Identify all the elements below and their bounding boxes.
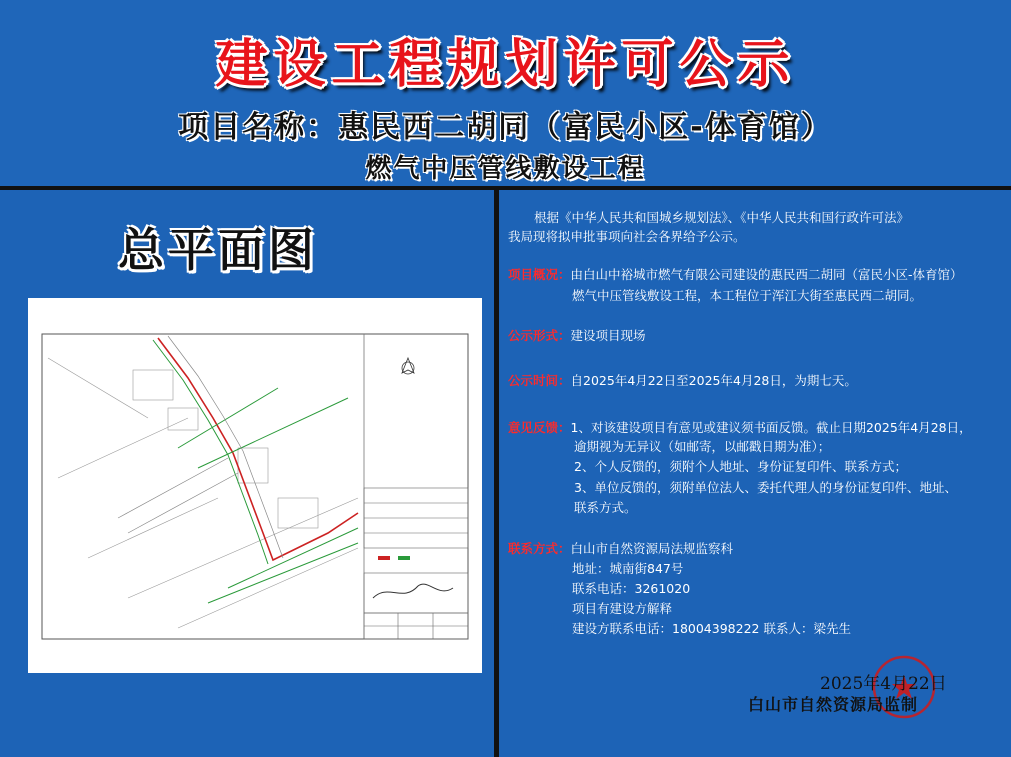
header-banner	[0, 0, 1011, 190]
feedback-label: 意见反馈：	[508, 420, 571, 435]
feedback-line4: 3、单位反馈的，须附单位法人、委托代理人的身份证复印件、地址、	[574, 480, 957, 495]
feedback-line5: 联系方式。	[574, 500, 637, 515]
intro-line1: 根据《中华人民共和国城乡规划法》、《中华人民共和国行政许可法》	[534, 210, 910, 225]
contact-line5: 建设方联系电话：18004398222 联系人：梁先生	[572, 621, 851, 636]
site-plan-drawing	[28, 298, 482, 673]
feedback-line2: 逾期视为无异议（如邮寄，以邮戳日期为准）；	[574, 439, 831, 454]
project-name-line2: 燃气中压管线敷设工程	[365, 154, 646, 184]
contact-line2: 地址：城南街847号	[572, 561, 684, 576]
intro-line2: 我局现将拟申批事项向社会各界给予公示。	[508, 229, 746, 244]
overview-line2: 燃气中压管线敷设工程，本工程位于浑江大街至惠民西二胡同。	[572, 288, 923, 303]
contact-row	[508, 539, 733, 558]
footer-org: 白山市自然资源局监制	[748, 695, 919, 714]
overview-line1: 由白山中裕城市燃气有限公司建设的惠民西二胡同（富民小区-体育馆）	[570, 267, 963, 282]
contact-line1: 白山市自然资源局法规监察科	[570, 541, 734, 556]
vertical-divider	[494, 190, 499, 757]
page-title: 建设工程规划许可公示	[215, 35, 796, 95]
contact-line4: 项目有建设方解释	[572, 601, 673, 616]
footer-date: 2025年4月22日	[820, 674, 947, 694]
contact-label: 联系方式：	[508, 541, 571, 556]
feedback-line1: 1、对该建设项目有意见或建议须书面反馈。截止日期2025年4月28日，	[570, 420, 972, 435]
feedback-row	[508, 418, 972, 437]
form-row	[508, 326, 646, 345]
time-row	[508, 371, 857, 390]
plan-heading: 总平面图	[118, 223, 318, 277]
time-value: 自2025年4月22日至2025年4月28日，为期七天。	[570, 373, 857, 388]
feedback-line3: 2、个人反馈的，须附个人地址、身份证复印件、联系方式；	[574, 459, 907, 474]
time-label: 公示时间：	[508, 373, 571, 388]
form-label: 公示形式：	[508, 328, 571, 343]
overview-row	[508, 265, 963, 284]
site-plan-svg	[28, 298, 482, 673]
form-value: 建设项目现场	[570, 328, 646, 343]
contact-line3: 联系电话：3261020	[572, 581, 691, 596]
overview-label: 项目概况：	[508, 267, 571, 282]
project-name: 项目名称：惠民西二胡同（富民小区-体育馆）	[178, 110, 833, 145]
